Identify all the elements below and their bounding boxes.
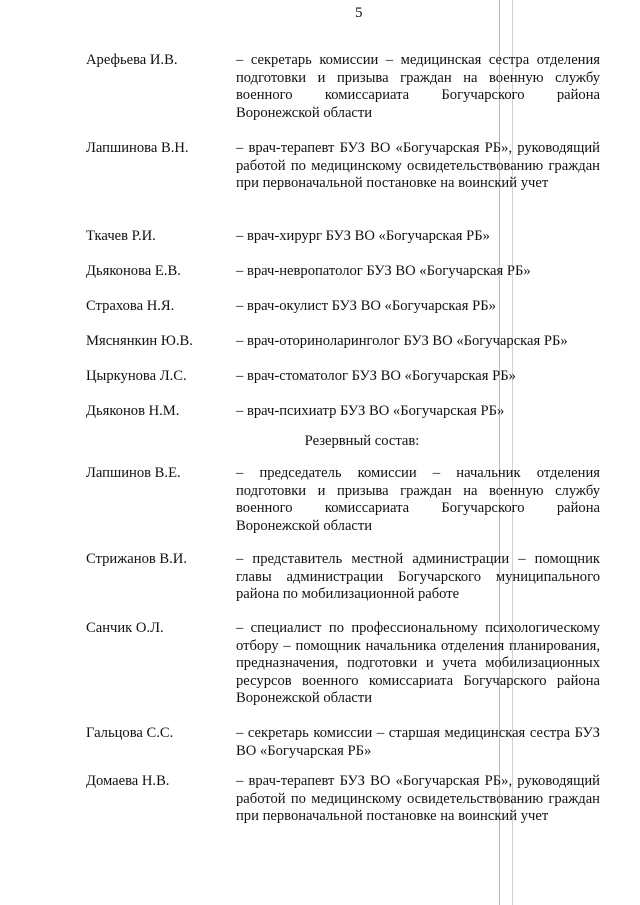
member-name: Лапшинов В.Е. [86,465,181,481]
member-name: Санчик О.Л. [86,620,164,636]
section-title: Резервный состав: [304,433,420,449]
member-role: – врач-психиатр БУЗ ВО «Богучарская РБ» [236,403,505,419]
member-role: – врач-невропатолог БУЗ ВО «Богучарская РБ» [236,263,531,279]
member-name: Цыркунова Л.С. [86,368,187,384]
member-name: Лапшинова В.Н. [86,140,189,156]
member-role: – врач-стоматолог БУЗ ВО «Богучарская РБ» [236,368,516,384]
member-role: – председатель комиссии – начальник отделения подготовки и призыва граждан на военную службу военного комиссариата Богучарского района Воронежской области [236,465,600,534]
member-role: – представитель местной администрации – помощник главы администрации Богучарского муниципального района по мобилизационной работе [236,551,600,602]
member-role: – секретарь комиссии – медицинская сестра отделения подготовки и призыва граждан на военную службу военного комиссариата Богучарского района Воронежской области [236,52,600,121]
member-name: Гальцова С.С. [86,725,174,741]
member-role: – врач-окулист БУЗ ВО «Богучарская РБ» [236,298,496,314]
member-role: – секретарь комиссии – старшая медицинская сестра БУЗ ВО «Богучарская РБ» [236,725,600,759]
member-role: – специалист по профессиональному психологическому отбору – помощник начальника отделения планирования, предназначения, подготовки и учета мобилизационных ресурсов военного комиссариата Богучарского района Воронежской области [236,620,600,706]
member-name: Дьяконова Е.В. [86,263,181,279]
margin-line [499,0,500,905]
member-role: – врач-оториноларинголог БУЗ ВО «Богучарская РБ» [236,333,568,349]
member-name: Арефьева И.В. [86,52,178,68]
member-name: Дьяконов Н.М. [86,403,180,419]
member-role: – врач-терапевт БУЗ ВО «Богучарская РБ», руководящий работой по медицинскому освидетельствованию граждан при первоначальной постановке на воинский учет [236,140,600,191]
member-name: Домаева Н.В. [86,773,170,789]
member-name: Ткачев Р.И. [86,228,156,244]
page-number: 5 [355,5,363,21]
margin-line [512,0,513,905]
member-name: Страхова Н.Я. [86,298,175,314]
member-name: Мяснянкин Ю.В. [86,333,193,349]
member-role: – врач-хирург БУЗ ВО «Богучарская РБ» [236,228,490,244]
member-name: Стрижанов В.И. [86,551,187,567]
member-role: – врач-терапевт БУЗ ВО «Богучарская РБ», руководящий работой по медицинскому освидетельствованию граждан при первоначальной постановке на воинский учет [236,773,600,824]
